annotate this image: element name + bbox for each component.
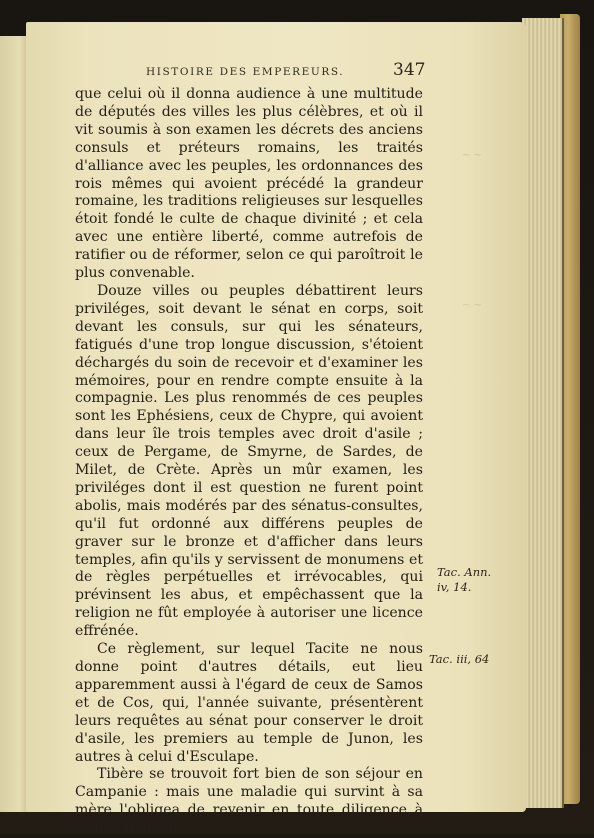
show-through-text: ~ ~ [462, 150, 482, 161]
page-number: 347 [393, 60, 426, 80]
margin-note-tacitus-1 [437, 565, 491, 595]
page-stack-edge [522, 18, 564, 808]
paragraph-2: Douze villes ou peuples débattirent leurs priviléges, soit devant le sénat en corps, soit devant les consuls, sur qui les sénateurs, fatigués d'une trop longue discussion, s'étoient déchargés du soin de recevoir et d'examiner les mémoires, pour en rendre compte ensuite à la compagnie. Les plus renommés de ces peuples sont les Ephésiens, ceux de Chypre, qui avoient dans leur île trois temples avec droit d'asile ; ceux de Pergame, de Smyrne, de Sardes, de Milet, de Crète. Après un mûr examen, les priviléges dont il est question ne furent point abolis, mais modérés par des sénatus-consultes, qu'il fut ordonné aux différens peuples de graver sur le bronze et d'afficher dans leurs temples, afin qu'ils y servissent de monumens et de règles perpétuelles et irrévocables, qui prévinsent les abus, et empêchassent que la religion ne fût employée à autoriser une licence effrénée. [75, 282, 423, 640]
facing-page-edge [0, 36, 29, 812]
margin-note-line: Tac. iii, 64 [429, 652, 490, 666]
paragraph-1: que celui où il donna audience à une multitude de députés des villes les plus célèbres, et où il vit soumis à son examen les décrets des anciens consuls et préteurs romains, les traités d'alliance avec les peuples, les ordonnances des rois mêmes qui avoient précédé la grandeur romaine, les traditions religieuses sur lesquelles étoit fondé le culte de chaque divinité ; et cela avec une entière liberté, comme autrefois de ratifier ou de réformer, selon ce qui paroîtroit le plus convenable. [75, 86, 423, 282]
show-through-text: ~ ~ [462, 300, 482, 311]
paragraph-3: Ce règlement, sur lequel Tacite ne nous donne point d'autres détails, eut lieu apparemment aussi à l'égard de ceux de Samos et de Cos, qui, l'année suivante, présentèrent leurs requêtes au sénat pour conserver le droit d'asile, les premiers au temple de Junon, les autres à celui d'Esculape. [75, 641, 423, 765]
main-text [75, 86, 423, 838]
margin-note-tacitus-2 [429, 652, 489, 667]
paragraph-4: Tibère se trouvoit fort bien de son séjour en Campanie : mais une maladie qui survint à sa mère l'obligea de revenir en toute diligence à Rome. Il vivoit [75, 766, 423, 837]
margin-note-line: iv, 14. [437, 580, 472, 594]
margin-note-line: Tac. Ann. [437, 565, 492, 579]
running-head: HISTOIRE DES EMPEREURS. [146, 66, 345, 78]
